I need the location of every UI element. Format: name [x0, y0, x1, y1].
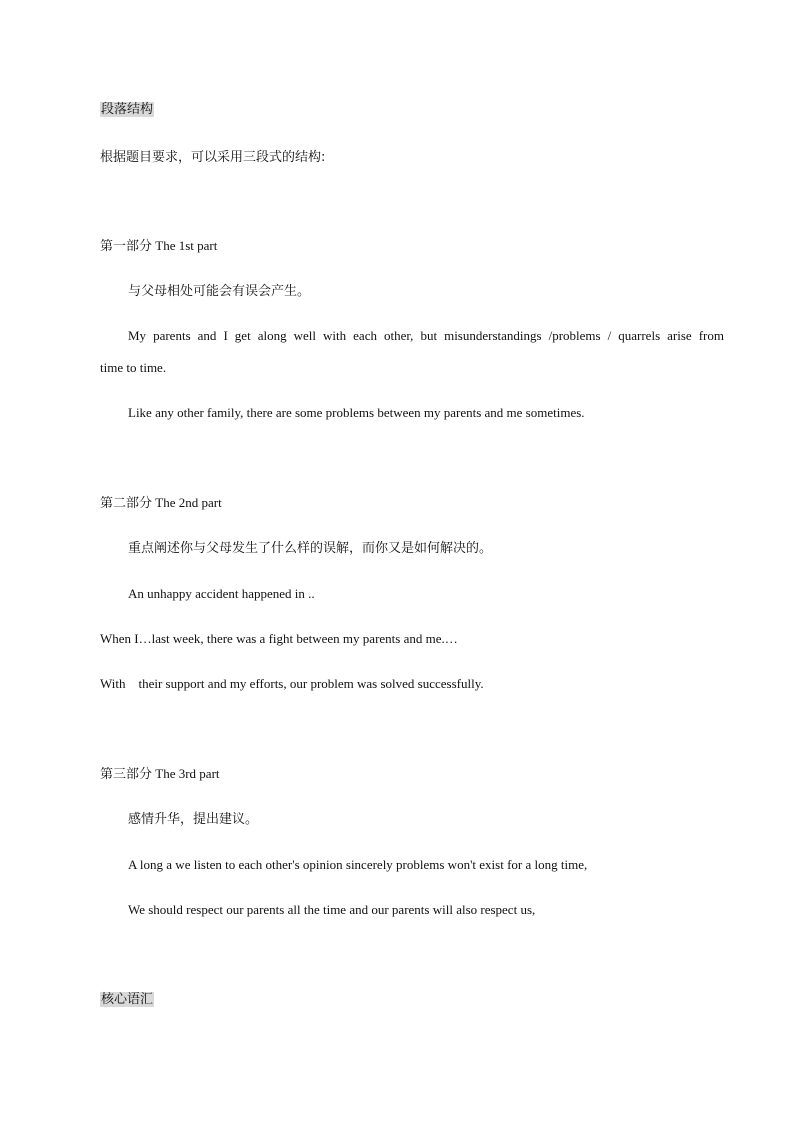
- highlighted-heading: 核心语汇: [101, 992, 154, 1007]
- part3-title-en: The 3rd part: [152, 766, 220, 781]
- part1-title-cn: 第一部分: [100, 239, 153, 254]
- section-heading-structure: [100, 100, 724, 120]
- part3-summary: 感情升华，提出建议。: [128, 812, 259, 827]
- part2-title: [100, 493, 724, 514]
- intro-text: 根据题目要求，可以采用三段式的结构:: [100, 150, 326, 165]
- part1-title: [100, 236, 724, 257]
- part1-summary: 与父母相处可能会有误会产生。: [128, 284, 311, 299]
- part3-title: [100, 764, 724, 785]
- part3-title-cn: 第三部分: [100, 767, 153, 782]
- section-heading-vocabulary: [100, 990, 724, 1010]
- part2-sentence2: When I…last week, there was a fight between my parents and me.…: [100, 631, 458, 646]
- part2-title-cn: 第二部分: [100, 496, 153, 511]
- part2-sentence1: An unhappy accident happened in ..: [128, 586, 315, 601]
- part1-sentence1-line1: My parents and I get along well with each other, but misunderstandings /problems / quarrels arise from: [128, 328, 724, 343]
- part3-sentence2: We should respect our parents all the time and our parents will also respect us,: [128, 902, 536, 917]
- part2-sentence3: With their support and my efforts, our problem was solved successfully.: [100, 676, 484, 691]
- part1-title-en: The 1st part: [152, 238, 218, 253]
- part2-title-en: The 2nd part: [152, 495, 222, 510]
- part2-summary: 重点阐述你与父母发生了什么样的误解，而你又是如何解决的。: [128, 541, 493, 556]
- highlighted-heading: 段落结构: [101, 102, 154, 117]
- part1-sentence2: Like any other family, there are some problems between my parents and me sometimes.: [128, 405, 585, 420]
- part1-sentence1-line2: time to time.: [100, 360, 167, 375]
- part3-sentence1: A long a we listen to each other's opinion sincerely problems won't exist for a long time,: [128, 857, 588, 872]
